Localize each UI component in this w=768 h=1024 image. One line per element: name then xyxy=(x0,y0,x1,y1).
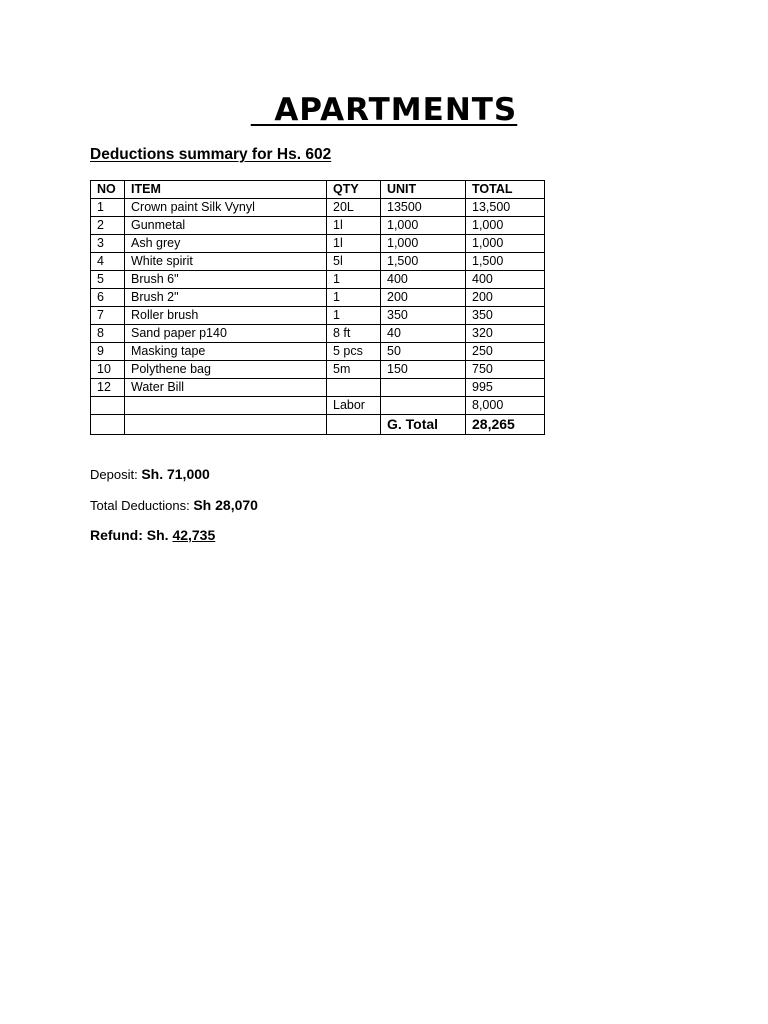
cell-qty: 5 pcs xyxy=(327,343,381,361)
cell-item xyxy=(125,415,327,435)
cell-item: Polythene bag xyxy=(125,361,327,379)
grand-total-label: G. Total xyxy=(381,415,466,435)
cell-no: 1 xyxy=(91,199,125,217)
cell-total: 1,500 xyxy=(466,253,545,271)
table-body xyxy=(91,199,545,435)
cell-no: 4 xyxy=(91,253,125,271)
cell-item: Roller brush xyxy=(125,307,327,325)
cell-total: 320 xyxy=(466,325,545,343)
cell-no: 12 xyxy=(91,379,125,397)
total-deductions-value: Sh 28,070 xyxy=(193,497,258,513)
grand-total-value: 28,265 xyxy=(466,415,545,435)
cell-unit: 13500 xyxy=(381,199,466,217)
cell-total: 750 xyxy=(466,361,545,379)
cell-qty: 1l xyxy=(327,235,381,253)
cell-item: Water Bill xyxy=(125,379,327,397)
table-row xyxy=(91,217,545,235)
cell-item: White spirit xyxy=(125,253,327,271)
total-deductions-line xyxy=(90,497,258,513)
labor-total: 8,000 xyxy=(466,397,545,415)
cell-no: 5 xyxy=(91,271,125,289)
cell-unit: 400 xyxy=(381,271,466,289)
cell-total: 400 xyxy=(466,271,545,289)
cell-no: 8 xyxy=(91,325,125,343)
cell-unit xyxy=(381,379,466,397)
cell-qty: 1 xyxy=(327,307,381,325)
table-header-row xyxy=(91,181,545,199)
deposit-label: Deposit: xyxy=(90,467,142,482)
document-title-text: APARTMENTS xyxy=(250,92,518,128)
header-total: TOTAL xyxy=(466,181,545,199)
cell-total: 1,000 xyxy=(466,217,545,235)
table-row xyxy=(91,307,545,325)
cell-no: 10 xyxy=(91,361,125,379)
cell-unit: 1,500 xyxy=(381,253,466,271)
header-unit: UNIT xyxy=(381,181,466,199)
cell-unit: 40 xyxy=(381,325,466,343)
cell-qty: 1l xyxy=(327,217,381,235)
cell-qty xyxy=(327,379,381,397)
cell-total: 250 xyxy=(466,343,545,361)
table-row xyxy=(91,271,545,289)
cell-no xyxy=(91,397,125,415)
table-row xyxy=(91,199,545,217)
cell-unit: 150 xyxy=(381,361,466,379)
cell-no: 6 xyxy=(91,289,125,307)
table-row xyxy=(91,343,545,361)
total-deductions-label: Total Deductions: xyxy=(90,498,194,513)
table-row xyxy=(91,325,545,343)
cell-item: Masking tape xyxy=(125,343,327,361)
document-subtitle: Deductions summary for Hs. 602 xyxy=(90,146,332,163)
cell-qty: 5m xyxy=(327,361,381,379)
header-item: ITEM xyxy=(125,181,327,199)
cell-item: Ash grey xyxy=(125,235,327,253)
refund-line xyxy=(90,527,215,543)
cell-unit xyxy=(381,397,466,415)
cell-qty xyxy=(327,415,381,435)
table-row xyxy=(91,253,545,271)
cell-total: 350 xyxy=(466,307,545,325)
cell-no: 7 xyxy=(91,307,125,325)
cell-item: Crown paint Silk Vynyl xyxy=(125,199,327,217)
cell-item xyxy=(125,397,327,415)
cell-unit: 1,000 xyxy=(381,235,466,253)
header-no: NO xyxy=(91,181,125,199)
labor-label: Labor xyxy=(327,397,381,415)
cell-total: 1,000 xyxy=(466,235,545,253)
cell-unit: 350 xyxy=(381,307,466,325)
table-row xyxy=(91,379,545,397)
cell-unit: 200 xyxy=(381,289,466,307)
deposit-value: Sh. 71,000 xyxy=(141,466,210,482)
cell-item: Gunmetal xyxy=(125,217,327,235)
table-row xyxy=(91,361,545,379)
cell-unit: 1,000 xyxy=(381,217,466,235)
cell-item: Brush 2" xyxy=(125,289,327,307)
cell-no: 9 xyxy=(91,343,125,361)
labor-row xyxy=(91,397,545,415)
document-title xyxy=(0,92,768,128)
deductions-table xyxy=(90,180,545,435)
cell-qty: 1 xyxy=(327,271,381,289)
refund-value: 42,735 xyxy=(172,527,216,543)
cell-no: 3 xyxy=(91,235,125,253)
cell-total: 995 xyxy=(466,379,545,397)
cell-total: 13,500 xyxy=(466,199,545,217)
cell-qty: 8 ft xyxy=(327,325,381,343)
cell-total: 200 xyxy=(466,289,545,307)
grand-total-row xyxy=(91,415,545,435)
deposit-line xyxy=(90,466,210,482)
cell-qty: 5l xyxy=(327,253,381,271)
cell-item: Sand paper p140 xyxy=(125,325,327,343)
cell-unit: 50 xyxy=(381,343,466,361)
cell-no: 2 xyxy=(91,217,125,235)
table-row xyxy=(91,235,545,253)
refund-label: Refund: Sh. xyxy=(90,527,173,543)
cell-qty: 1 xyxy=(327,289,381,307)
cell-qty: 20L xyxy=(327,199,381,217)
cell-item: Brush 6" xyxy=(125,271,327,289)
header-qty: QTY xyxy=(327,181,381,199)
table-row xyxy=(91,289,545,307)
cell-no xyxy=(91,415,125,435)
